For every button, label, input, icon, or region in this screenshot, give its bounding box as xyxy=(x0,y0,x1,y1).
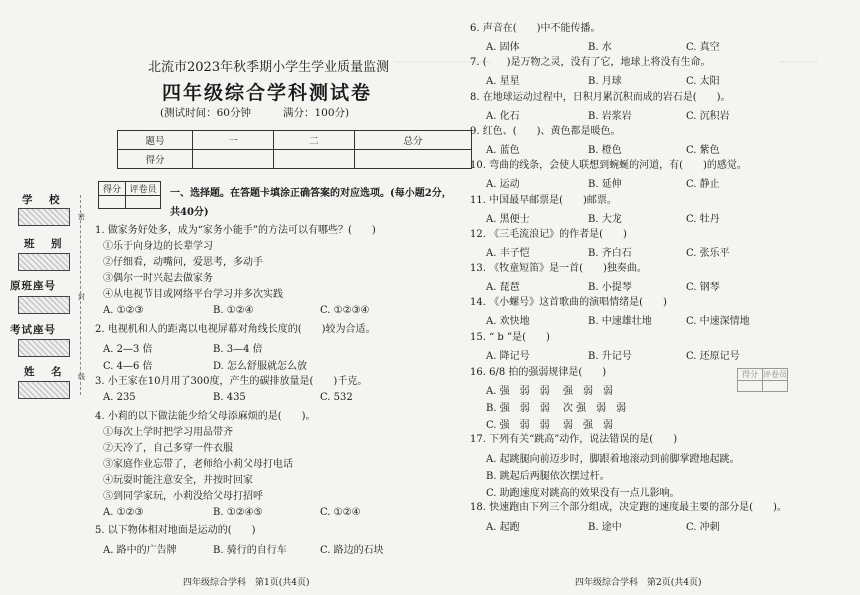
question-item: ③家庭作业忘带了，老师给小莉父母打电话 xyxy=(103,459,293,470)
option-c-rest: 弱 强 弱 xyxy=(563,420,613,431)
grader-name-cell[interactable] xyxy=(126,196,161,209)
original-seat-field[interactable] xyxy=(18,296,70,314)
option-b[interactable]: B. 月球 xyxy=(588,76,622,88)
grader-score-header: 得分 xyxy=(738,369,763,381)
option-c[interactable]: C. 张乐平 xyxy=(686,247,730,259)
question-item: ②天冷了，自己多穿一件衣服 xyxy=(103,443,233,454)
option-c[interactable]: C. 静止 xyxy=(686,179,720,191)
grader-table xyxy=(98,181,161,209)
option-b[interactable]: B. 途中 xyxy=(588,522,622,533)
option-c[interactable]: C. 4—6 倍 xyxy=(103,361,153,372)
question-stem: 14. 《小螺号》这首歌曲的演唱情绪是( ) xyxy=(470,297,667,309)
option-d[interactable]: D. 怎么舒服就怎么放 xyxy=(213,361,308,372)
option-c[interactable]: C. 助跑速度对跳高的效果没有一点儿影响。 xyxy=(486,488,680,499)
option-a[interactable]: A. ①②③ xyxy=(103,507,144,518)
question-stem: 1. 做家务好处多，成为“家务小能手”的方法可以有哪些？( ) xyxy=(95,225,376,236)
option-c[interactable]: C. ①②③④ xyxy=(320,305,370,316)
question-item: ⑤到同学家玩，小莉没给父母打招呼 xyxy=(103,491,263,502)
grader-score-cell[interactable] xyxy=(738,381,763,392)
school-label: 学 校 xyxy=(22,194,63,206)
grader-name-header: 评卷员 xyxy=(126,182,161,196)
exam-title: 四年级综合学科测试卷 xyxy=(162,82,373,104)
option-a[interactable]: A. 降记号 xyxy=(486,350,530,362)
option-a[interactable]: A. 琵琶 xyxy=(486,282,520,294)
option-a[interactable]: A. 黑便士 xyxy=(486,213,530,225)
option-b[interactable]: B. 升记号 xyxy=(588,350,632,362)
option-b[interactable]: B. 岩浆岩 xyxy=(588,110,632,122)
option-b[interactable]: B. 435 xyxy=(213,392,246,403)
option-b[interactable]: B. 水 xyxy=(588,42,612,53)
question-stem: 6. 声音在( )中不能传播。 xyxy=(470,23,601,34)
question-stem: 9. 红色、( )、黄色都是暖色。 xyxy=(470,125,621,137)
bleed-through-text: ······································ xyxy=(395,58,492,67)
option-b[interactable]: B. 强 弱 弱 xyxy=(486,403,550,414)
option-c[interactable]: C. 强 弱 弱 xyxy=(486,420,550,431)
question-stem: 2. 电视机和人的距离以电视屏幕对角线长度的( )较为合适。 xyxy=(95,324,376,335)
option-c[interactable]: C. 中速深情地 xyxy=(686,316,750,328)
option-b[interactable]: B. 骑行的自行车 xyxy=(213,545,287,556)
question-item: ④从电视节目或网络平台学习并多次实践 xyxy=(103,289,283,300)
page-footer: 四年级综合学科 第1页(共4页) xyxy=(183,578,310,588)
option-a-rest: 强 弱 弱 xyxy=(563,386,613,397)
option-a[interactable]: A. 路中的广告牌 xyxy=(103,545,177,556)
page-footer: 四年级综合学科 第2页(共4页) xyxy=(575,578,702,588)
question-stem: 3. 小王家在10月用了300度，产生的碳排放量是( )千克。 xyxy=(95,376,368,387)
option-a[interactable]: A. 运动 xyxy=(486,179,520,191)
option-a[interactable]: A. 丰子恺 xyxy=(486,247,530,259)
score-cell[interactable] xyxy=(193,150,274,169)
option-b[interactable]: B. 齐白石 xyxy=(588,247,632,259)
question-item: ③偶尔一时兴起去做家务 xyxy=(103,273,213,284)
option-a[interactable]: A. ①②③ xyxy=(103,305,144,316)
name-label: 姓 名 xyxy=(24,366,65,378)
grader-table-faded xyxy=(737,368,788,392)
option-c[interactable]: C. 牡丹 xyxy=(686,213,720,225)
section-heading: 共40分) xyxy=(170,207,209,218)
class-label: 班 别 xyxy=(24,238,65,250)
option-a[interactable]: A. 起跑 xyxy=(486,522,520,533)
question-item: ①乐于向身边的长辈学习 xyxy=(103,241,213,252)
option-a[interactable]: A. 起跳腿向前迈步时，脚跟着地滚动到前脚掌蹬地起跳。 xyxy=(486,454,740,465)
original-seat-label: 原班座号 xyxy=(10,280,56,292)
score-table xyxy=(117,130,472,169)
score-table-header: 二 xyxy=(274,131,355,150)
score-table-header: 一 xyxy=(193,131,274,150)
option-c[interactable]: C. 钢琴 xyxy=(686,282,720,294)
option-b-rest: 次 强 弱 弱 xyxy=(563,403,627,414)
score-cell[interactable] xyxy=(274,150,355,169)
question-item: ②仔细看，动嘴问，爱思考，多动手 xyxy=(103,257,263,268)
exam-header-line: 北流市2023年秋季期小学生学业质量监测 xyxy=(148,60,390,75)
exam-full-score: 满分：100分) xyxy=(283,107,350,119)
option-b[interactable]: B. 跳起后两腿依次摆过杆。 xyxy=(486,471,610,482)
question-stem: 12. 《三毛流浪记》的作者是( ) xyxy=(470,228,627,240)
question-stem: 5. 以下物体相对地面是运动的( ) xyxy=(95,525,256,536)
exam-seat-field[interactable] xyxy=(18,339,70,357)
option-b[interactable]: B. 中速雄壮地 xyxy=(588,316,652,328)
option-b[interactable]: B. 小提琴 xyxy=(588,282,632,294)
school-field[interactable] xyxy=(18,208,70,226)
question-stem: 15. “ b ”是( ) xyxy=(470,331,550,343)
option-c[interactable]: C. 路边的石块 xyxy=(320,545,384,556)
question-stem: 7. ( )是万物之灵，没有了它，地球上将没有生命。 xyxy=(470,57,711,69)
class-field[interactable] xyxy=(18,253,70,271)
question-stem: 18. 快速跑由下列三个部分组成，决定跑的速度最主要的部分是( )。 xyxy=(470,502,787,513)
question-stem: 13. 《牧童短笛》是一首( )独奏曲。 xyxy=(470,263,647,275)
score-cell[interactable] xyxy=(355,150,472,169)
option-a[interactable]: A. 235 xyxy=(103,392,136,403)
option-a[interactable]: A. 蓝色 xyxy=(486,144,520,156)
option-a[interactable]: A. 固体 xyxy=(486,42,520,53)
option-b[interactable]: B. ①②④ xyxy=(213,305,254,316)
question-stem: 11. 中国最早邮票是( )邮票。 xyxy=(470,194,617,206)
option-a[interactable]: A. 2—3 倍 xyxy=(103,344,153,355)
seal-mark: 线 xyxy=(78,373,85,381)
option-a[interactable]: A. 欢快地 xyxy=(486,316,530,328)
question-item: ④玩耍时能注意安全，并按时回家 xyxy=(103,475,253,486)
option-c[interactable]: C. 还原记号 xyxy=(686,350,740,362)
option-c[interactable]: C. 冲刺 xyxy=(686,522,720,533)
question-stem: 10. 弯曲的线条，会使人联想到蜿蜒的河道，有( )的感觉。 xyxy=(470,160,747,172)
score-table-header: 总分 xyxy=(355,131,472,150)
grader-name-header: 评卷员 xyxy=(763,370,787,379)
exam-time: (测试时间：60分钟 xyxy=(160,107,251,119)
name-field[interactable] xyxy=(18,381,70,399)
option-a[interactable]: A. 星星 xyxy=(486,76,520,88)
option-b[interactable]: B. ①②④⑤ xyxy=(213,507,263,518)
question-stem: 17. 下列有关“跳高”动作，说法错误的是( ) xyxy=(470,434,678,445)
option-c[interactable]: C. 532 xyxy=(320,392,353,403)
option-c[interactable]: C. 太阳 xyxy=(686,76,720,88)
question-stem: 4. 小莉的以下做法能少给父母添麻烦的是( )。 xyxy=(95,411,316,422)
score-table-row-label: 得分 xyxy=(118,150,193,169)
option-b[interactable]: B. 3—4 倍 xyxy=(213,344,263,355)
bleed-through-text: ··············· xyxy=(780,58,819,67)
student-info-sidebar xyxy=(8,178,78,398)
grader-name-cell[interactable] xyxy=(763,381,788,392)
question-stem: 16. 6/8 拍的强弱规律是( ) xyxy=(470,367,607,378)
score-table-header: 题号 xyxy=(118,131,193,150)
option-b[interactable]: B. 延伸 xyxy=(588,179,622,191)
question-stem: 8. 在地球运动过程中，日积月累沉积而成的岩石是( )。 xyxy=(470,91,731,103)
seal-mark: 密 xyxy=(78,213,85,221)
exam-seat-label: 考试座号 xyxy=(10,324,56,336)
option-c[interactable]: C. 紫色 xyxy=(686,144,720,156)
grader-score-header: 得分 xyxy=(99,182,126,196)
option-a[interactable]: A. 化石 xyxy=(486,110,520,122)
question-item: ①每次上学时把学习用品带齐 xyxy=(103,427,233,438)
option-b[interactable]: B. 橙色 xyxy=(588,144,622,156)
grader-score-cell[interactable] xyxy=(99,196,126,209)
option-c[interactable]: C. 真空 xyxy=(686,42,720,53)
option-a[interactable]: A. 强 弱 弱 xyxy=(486,386,550,397)
option-c[interactable]: C. ①②④ xyxy=(320,507,361,518)
option-c[interactable]: C. 沉积岩 xyxy=(686,110,730,122)
option-b[interactable]: B. 大龙 xyxy=(588,213,622,225)
seal-mark: 封 xyxy=(78,293,85,301)
section-heading: 一、选择题。在答题卡填涂正确答案的对应选项。(每小题2分， xyxy=(170,188,452,199)
